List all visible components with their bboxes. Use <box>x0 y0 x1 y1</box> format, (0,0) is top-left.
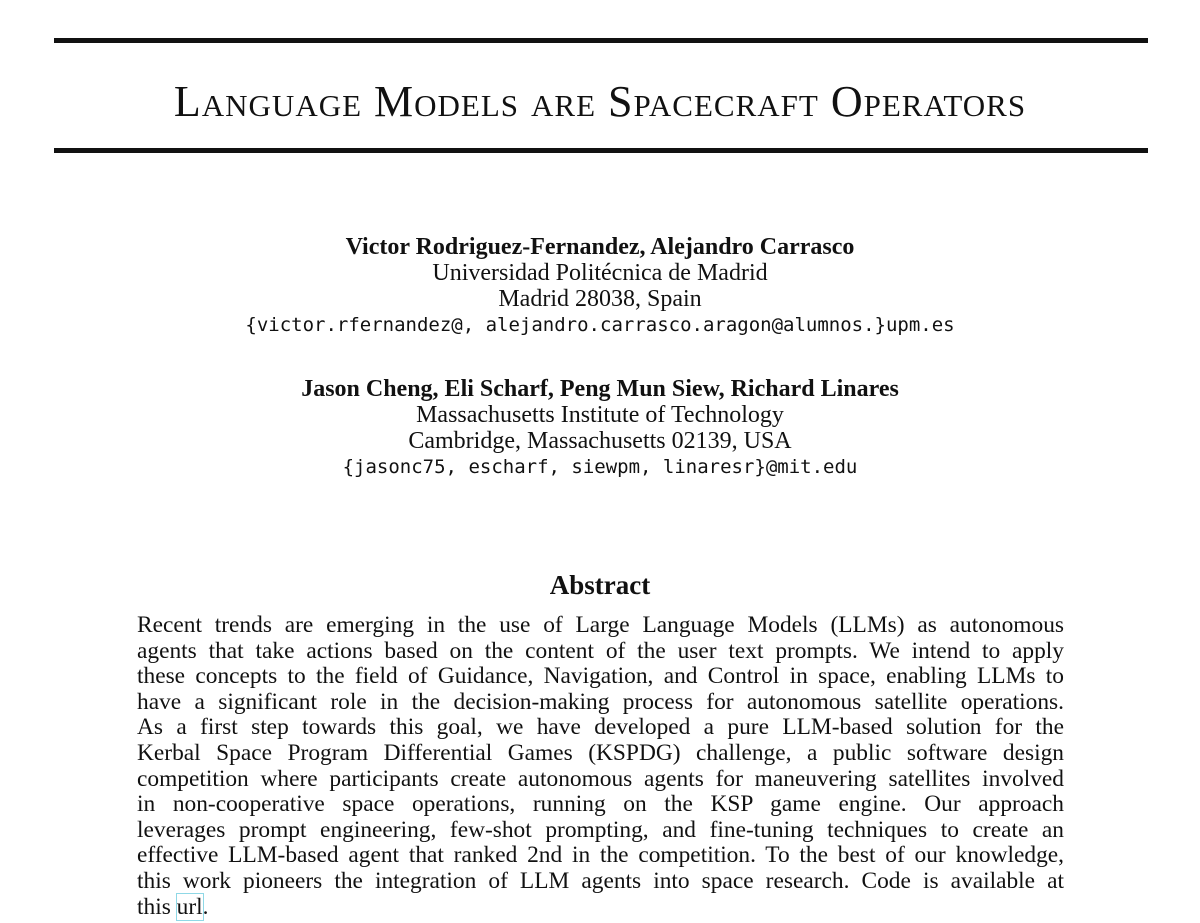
institution: Universidad Politécnica de Madrid <box>432 260 768 286</box>
abstract-line: leverages prompt engineering, few-shot prompting, and fine-tuning techniques to create an <box>137 816 1064 843</box>
abstract-line: Recent trends are emerging in the use of Large Language Models (LLMs) as autonomous <box>137 612 1064 638</box>
email: {jasonc75, escharf, siewpm, linaresr}@mit.edu <box>342 456 858 478</box>
affiliation-block-upm <box>0 234 1200 338</box>
last-line-suffix: . <box>202 893 209 920</box>
paper-title: Language Models are Spacecraft Operators <box>173 77 1027 126</box>
institution: Massachusetts Institute of Technology <box>416 402 784 428</box>
author-names: Jason Cheng, Eli Scharf, Peng Mun Siew, Richard Linares <box>301 376 899 402</box>
abstract-line: this work pioneers the integration of LLM agents into space research. Code is available at <box>137 867 1064 894</box>
abstract-heading: Abstract <box>549 570 651 600</box>
abstract-line: have a significant role in the decision-making process for autonomous satellite operations. <box>137 688 1064 715</box>
abstract-line: in non-cooperative space operations, running on the KSP game engine. Our approach <box>137 791 1064 818</box>
abstract-last-line <box>137 895 1064 921</box>
code-url-link[interactable]: url <box>176 893 203 920</box>
address: Madrid 28038, Spain <box>498 286 702 312</box>
title-bottom-rule <box>54 148 1148 153</box>
affiliation-block-mit <box>0 376 1200 480</box>
address: Cambridge, Massachusetts 02139, USA <box>408 428 792 454</box>
abstract-line: these concepts to the field of Guidance, Navigation, and Control in space, enabling LLMs to <box>137 663 1064 690</box>
author-names: Victor Rodriguez-Fernandez, Alejandro Carrasco <box>345 234 855 260</box>
abstract-line: Kerbal Space Program Differential Games (KSPDG) challenge, a public software design <box>137 739 1064 766</box>
email: {victor.rfernandez@, alejandro.carrasco.aragon@alumnos.}upm.es <box>245 314 955 336</box>
abstract-line: effective LLM-based agent that ranked 2nd in the competition. To the best of our knowledge, <box>137 842 1064 869</box>
abstract-line: As a first step towards this goal, we have developed a pure LLM-based solution for the <box>137 714 1064 741</box>
abstract-body <box>137 613 1064 920</box>
last-line-prefix: this <box>137 893 177 920</box>
abstract-line: competition where participants create autonomous agents for maneuvering satellites involved <box>137 765 1064 792</box>
abstract-line: agents that take actions based on the content of the user text prompts. We intend to apply <box>137 637 1064 664</box>
title-top-rule <box>54 38 1148 43</box>
